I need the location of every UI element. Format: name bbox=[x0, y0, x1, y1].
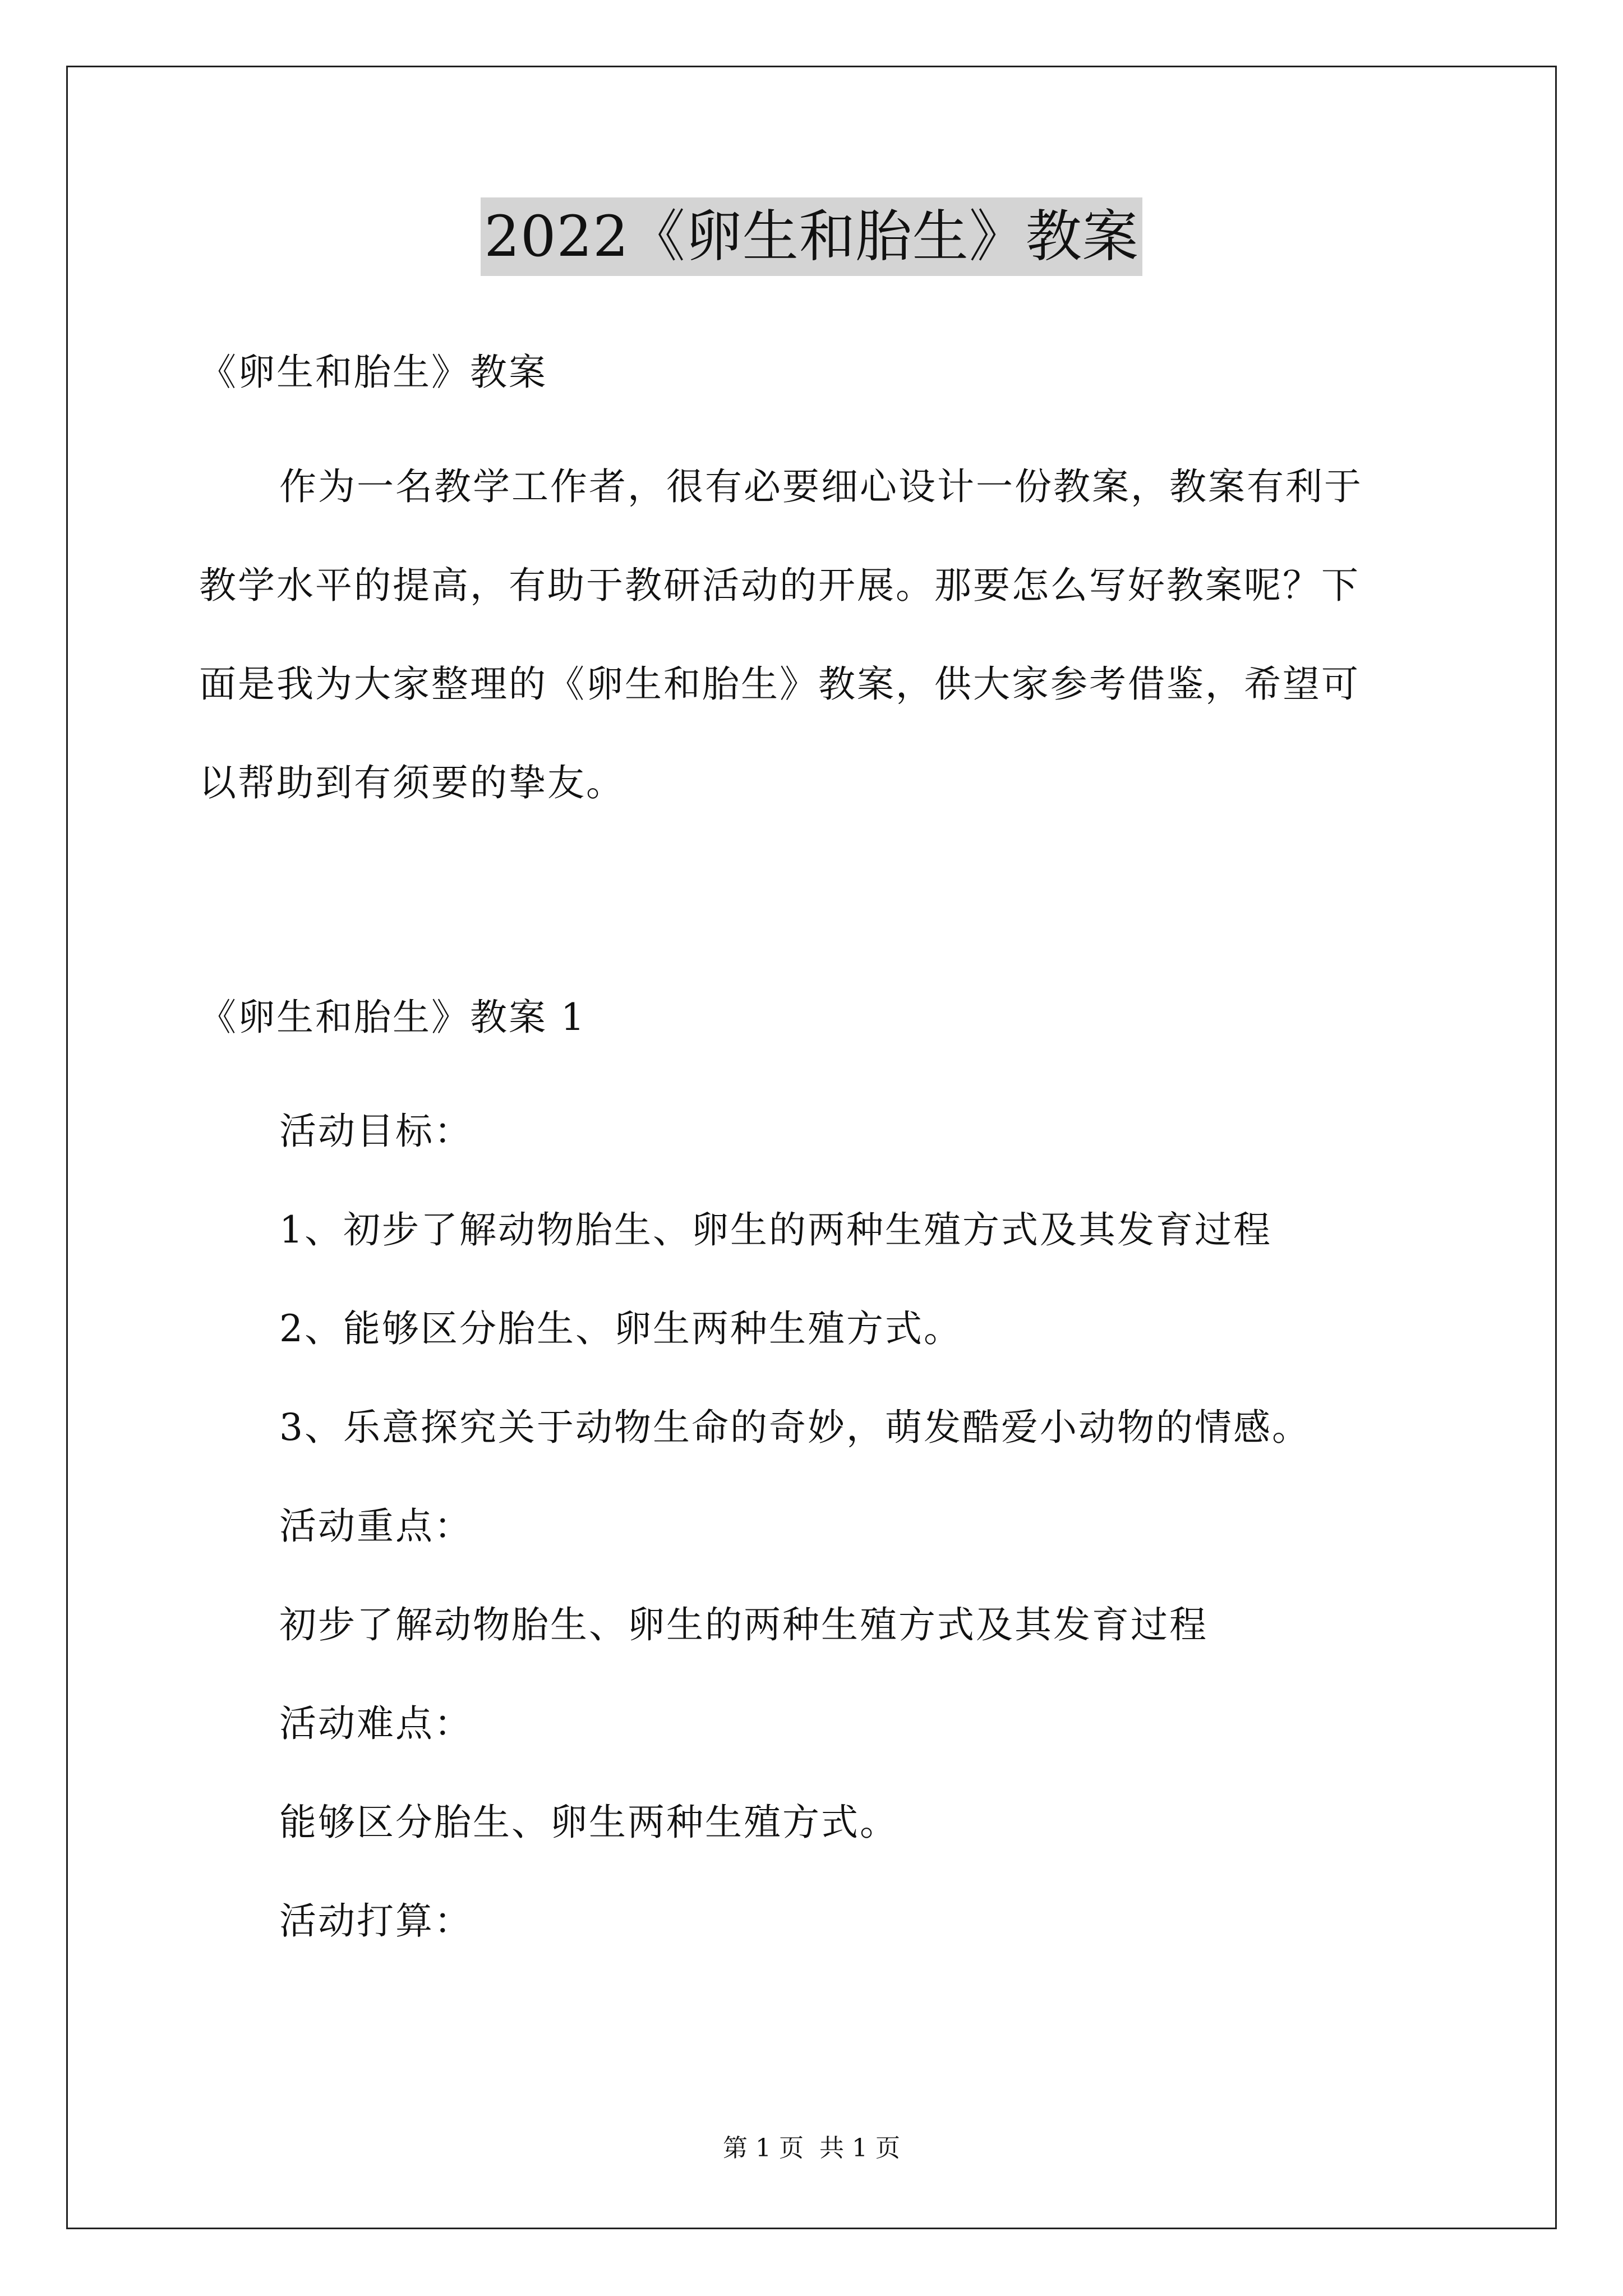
subtitle: 《卵生和胎生》教案 bbox=[199, 351, 547, 394]
intro-line-4: 以帮助到有须要的挚友。 bbox=[199, 761, 625, 804]
title-container bbox=[0, 197, 1623, 276]
body-line-8: 能够区分胎生、卵生两种生殖方式。 bbox=[279, 1801, 898, 1844]
body-line-2: 1、初步了解动物胎生、卵生的两种生殖方式及其发育过程 bbox=[279, 1208, 1272, 1251]
page-number: 第 1 页 bbox=[723, 2134, 804, 2162]
body-line-4: 3、乐意探究关于动物生命的奇妙，萌发酷爱小动物的情感。 bbox=[279, 1406, 1311, 1449]
body-line-7: 活动难点： bbox=[279, 1702, 473, 1745]
body-line-1: 活动目标： bbox=[279, 1110, 473, 1153]
body-line-6: 初步了解动物胎生、卵生的两种生殖方式及其发育过程 bbox=[279, 1603, 1208, 1646]
intro-line-1: 作为一名教学工作者，很有必要细心设计一份教案，教案有利于 bbox=[279, 465, 1363, 508]
intro-line-2: 教学水平的提高，有助于教研活动的开展。那要怎么写好教案呢？下 bbox=[199, 564, 1360, 607]
body-line-9: 活动打算： bbox=[279, 1899, 473, 1943]
body-line-5: 活动重点： bbox=[279, 1504, 473, 1548]
page-total: 共 1 页 bbox=[819, 2134, 900, 2162]
body-line-3: 2、能够区分胎生、卵生两种生殖方式。 bbox=[279, 1307, 962, 1350]
page-footer bbox=[0, 2132, 1623, 2165]
section-heading: 《卵生和胎生》教案 1 bbox=[199, 996, 586, 1039]
document-title: 2022《卵生和胎生》教案 bbox=[481, 197, 1142, 276]
intro-line-3: 面是我为大家整理的《卵生和胎生》教案，供大家参考借鉴，希望可 bbox=[199, 662, 1360, 706]
